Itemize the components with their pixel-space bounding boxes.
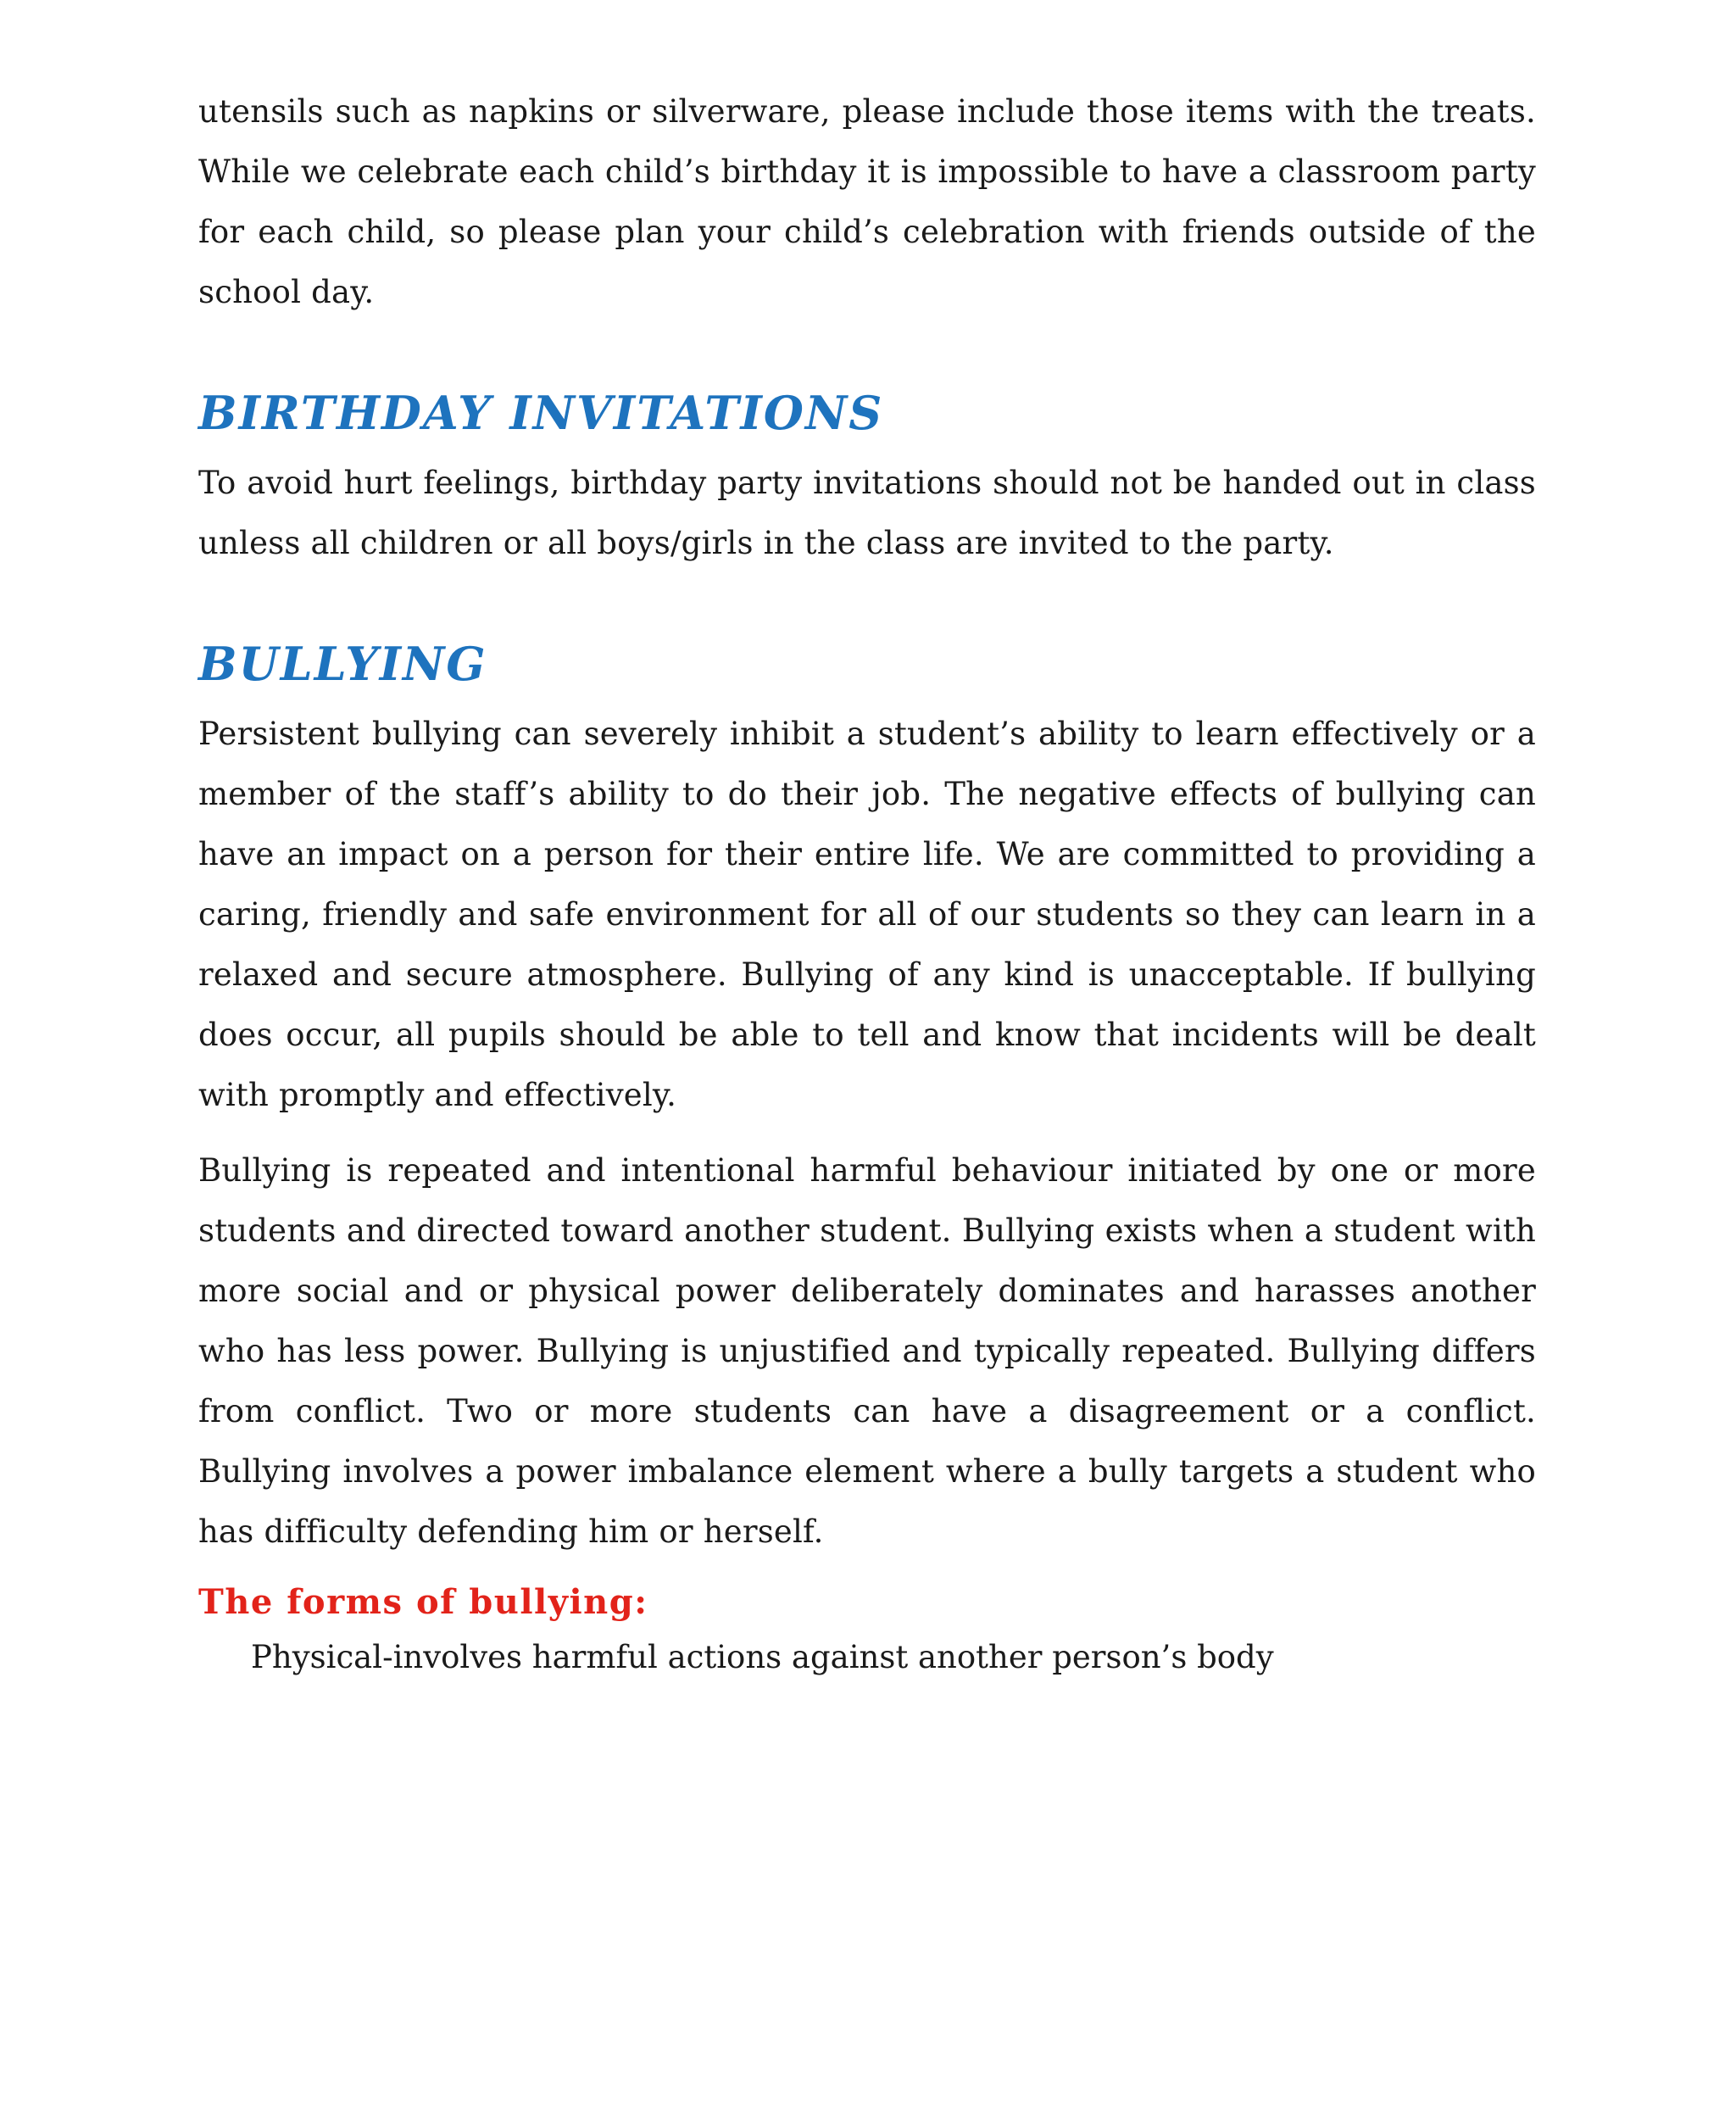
bullying-paragraph-1: Persistent bullying can severely inhibit a student’s ability to learn effectively or a member of the staff’s ability to do their job. The negative effects of bullying can have an impact on a person for their entire life. We are committed to providing a caring, friendly and safe environment for all of our students so they can learn in a relaxed and secure atmosphere. Bullying of any kind is unacceptable. If bullying does occur, all pupils should be able to tell and know that incidents will be dealt with promptly and effectively. (198, 716, 1536, 1113)
birthday-invitations-paragraph: To avoid hurt feelings, birthday party invitations should not be handed out in class unless all children or all boys/girls in the class are invited to the party. (198, 465, 1536, 561)
birthday-invitations-heading: BIRTHDAY INVITATIONS (198, 386, 884, 440)
intro-paragraph: utensils such as napkins or silverware, please include those items with the treats. While we celebrate each child’s birthday it is impossible to have a classroom party for each child, so please plan your child’s celebration with friends outside of the school day. (198, 93, 1536, 310)
bullying-heading: BULLYING (198, 637, 487, 691)
forms-of-bullying-heading: The forms of bullying: (198, 1582, 648, 1622)
bullying-paragraph-2: Bullying is repeated and intentional harmful behaviour initiated by one or more students and directed toward another student. Bullying exists when a student with more social and or physical power deliberately dominates and harasses another who has less power. Bullying is unjustified and typically repeated. Bullying differs from conflict. Two or more students can have a disagreement or a conflict. Bullying involves a power imbalance element where a bully targets a student who has difficulty defending him or herself. (198, 1152, 1536, 1550)
list-item: Physical-involves harmful actions against another person’s body (251, 1639, 1274, 1675)
document-page (198, 81, 1536, 1686)
